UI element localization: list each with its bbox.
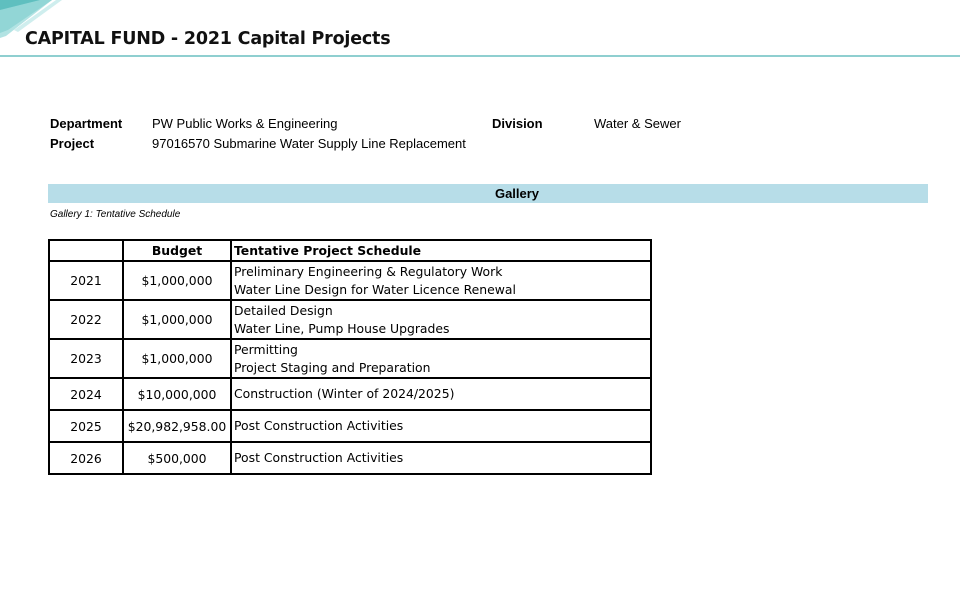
table-row bbox=[49, 339, 651, 378]
schedule-cell bbox=[231, 261, 651, 300]
gallery-caption: Gallery 1: Tentative Schedule bbox=[50, 209, 181, 220]
schedule-line: Post Construction Activities bbox=[234, 450, 404, 465]
year-cell: 2021 bbox=[49, 261, 123, 300]
header-year bbox=[49, 240, 123, 261]
budget-cell: $1,000,000 bbox=[123, 300, 231, 339]
schedule-table bbox=[48, 239, 652, 475]
table-row bbox=[49, 300, 651, 339]
schedule-line: Post Construction Activities bbox=[234, 418, 404, 433]
schedule-cell bbox=[231, 300, 651, 339]
table-row bbox=[49, 261, 651, 300]
schedule-line: Permitting bbox=[234, 341, 298, 357]
budget-cell: $1,000,000 bbox=[123, 261, 231, 300]
schedule-cell bbox=[231, 339, 651, 378]
schedule-line: Water Line, Pump House Upgrades bbox=[234, 320, 450, 336]
department-label: Department bbox=[50, 116, 123, 131]
table-row bbox=[49, 442, 651, 474]
header-budget: Budget bbox=[123, 240, 231, 261]
schedule-cell bbox=[231, 410, 651, 442]
schedule-cell bbox=[231, 378, 651, 410]
gallery-heading: Gallery bbox=[48, 184, 928, 203]
year-cell: 2024 bbox=[49, 378, 123, 410]
year-cell: 2025 bbox=[49, 410, 123, 442]
schedule-cell bbox=[231, 442, 651, 474]
schedule-line: Water Line Design for Water Licence Renewal bbox=[234, 281, 516, 297]
division-label: Division bbox=[492, 116, 543, 131]
project-label: Project bbox=[50, 136, 95, 151]
table-row bbox=[49, 378, 651, 410]
title-divider bbox=[0, 55, 960, 57]
table-row bbox=[49, 410, 651, 442]
year-cell: 2026 bbox=[49, 442, 123, 474]
project-value: 97016570 Submarine Water Supply Line Replacement bbox=[152, 136, 466, 151]
budget-cell: $20,982,958.00 bbox=[123, 410, 231, 442]
schedule-line: Project Staging and Preparation bbox=[234, 359, 431, 375]
division-value: Water & Sewer bbox=[594, 116, 681, 131]
year-cell: 2023 bbox=[49, 339, 123, 378]
table-header-row bbox=[49, 240, 651, 261]
budget-cell: $1,000,000 bbox=[123, 339, 231, 378]
year-cell: 2022 bbox=[49, 300, 123, 339]
page-title: CAPITAL FUND - 2021 Capital Projects bbox=[25, 29, 391, 49]
budget-cell: $500,000 bbox=[123, 442, 231, 474]
schedule-line: Construction (Winter of 2024/2025) bbox=[234, 386, 455, 401]
department-value: PW Public Works & Engineering bbox=[152, 116, 338, 131]
schedule-line: Preliminary Engineering & Regulatory Work bbox=[234, 263, 503, 279]
budget-cell: $10,000,000 bbox=[123, 378, 231, 410]
header-schedule: Tentative Project Schedule bbox=[231, 240, 651, 261]
schedule-line: Detailed Design bbox=[234, 302, 333, 318]
